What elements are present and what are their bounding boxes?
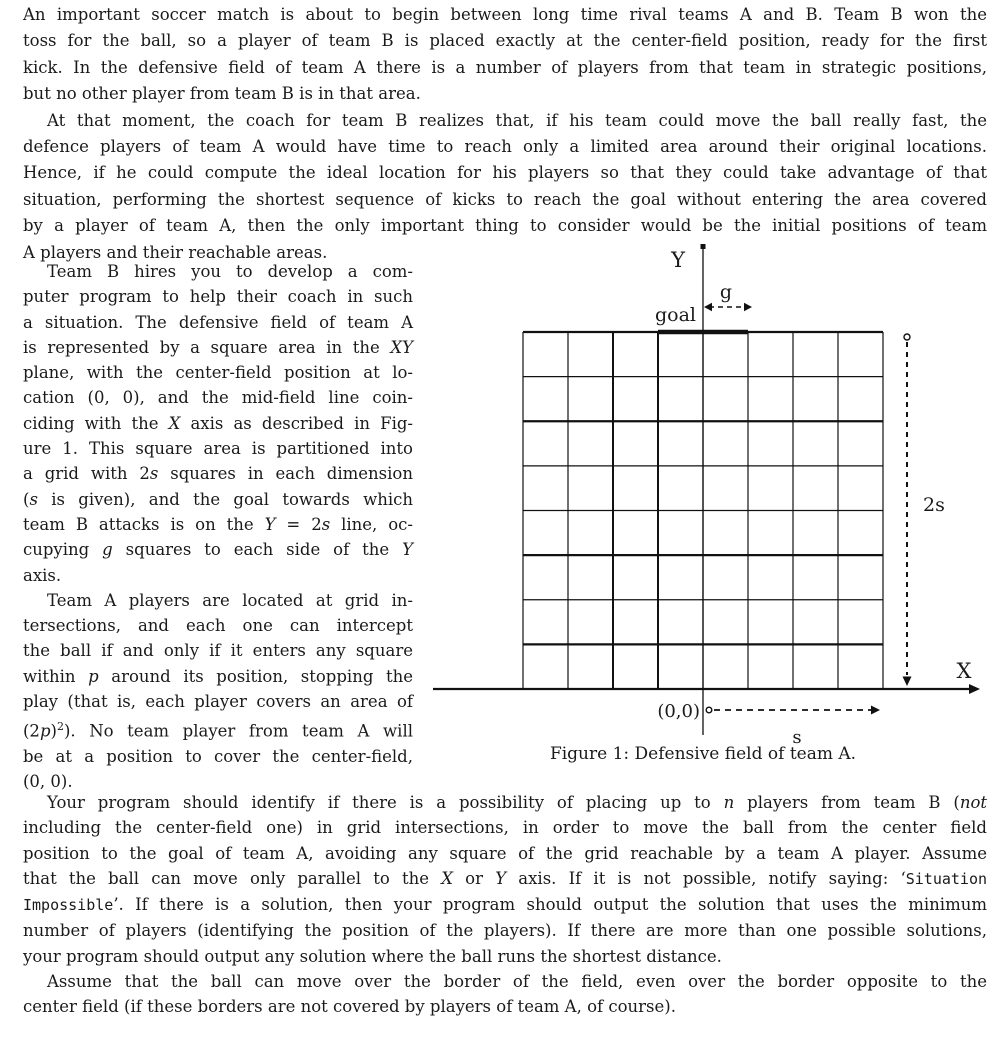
goal-label: goal bbox=[654, 304, 696, 326]
figure-caption: Figure 1: Defensive field of team A. bbox=[549, 744, 857, 764]
left-column-paragraphs bbox=[23, 259, 413, 795]
s-dimension-arrow bbox=[706, 706, 880, 715]
text-line: the ball if and only if it enters any square bbox=[23, 641, 413, 661]
text-line: kick. In the defensive field of team A there is a number of players from that team in strategic positions, bbox=[23, 57, 987, 77]
text-line: center field (if these borders are not covered by players of team A, of course). bbox=[23, 997, 676, 1017]
s-label: s bbox=[792, 727, 802, 748]
figure-1 bbox=[395, 238, 995, 778]
text-line: An important soccer match is about to begin between long time rival teams A and B. Team B won the bbox=[23, 5, 987, 24]
text-line: ciding with the X axis as described in Fig- bbox=[23, 413, 413, 433]
text-line: (0, 0). bbox=[23, 772, 73, 792]
text-line: At that moment, the coach for team B realizes that, if his team could move the ball really fast, the bbox=[47, 110, 987, 130]
text-line: plane, with the center-field position at lo- bbox=[23, 363, 413, 383]
two-s-label: 2s bbox=[923, 494, 945, 516]
x-axis-label: X bbox=[956, 659, 972, 683]
text-line: within p around its position, stopping the bbox=[23, 666, 413, 686]
text-line: $(2p)^2$). No team player from team A will bbox=[23, 720, 413, 741]
text-line: puter program to help their coach in such bbox=[23, 287, 413, 307]
origin-label: (0,0) bbox=[657, 701, 700, 722]
y-axis-label: Y bbox=[671, 248, 685, 272]
text-line: axis. bbox=[23, 565, 62, 585]
text-line: Hence, if he could compute the ideal location for his players so that they could take advantage of that bbox=[23, 163, 987, 183]
text-line: tersections, and each one can intercept bbox=[23, 616, 413, 636]
text-line: Team A players are located at grid in- bbox=[47, 590, 413, 610]
text-line: be at a position to cover the center-field, bbox=[23, 747, 413, 767]
text-line: Impossible’. If there is a solution, then your program should output the solution that uses the minimum bbox=[23, 895, 987, 915]
text-line: but no other player from team B is in that area. bbox=[23, 84, 421, 104]
text-line: that the ball can move only parallel to the X or Y axis. If it is not possible, notify saying: ‘Situation bbox=[23, 868, 988, 888]
text-line: toss for the ball, so a player of team B is placed exactly at the center-field position, ready for the first bbox=[23, 31, 987, 51]
text-line: (s is given), and the goal towards which bbox=[23, 489, 413, 509]
intro-paragraphs bbox=[23, 2, 987, 266]
text-line: a situation. The defensive field of team A bbox=[23, 312, 413, 332]
text-line: cation (0, 0), and the mid-field line coin- bbox=[23, 388, 413, 408]
text-line: by a player of team A, then the only important thing to consider would be the initial positions of team bbox=[23, 216, 987, 236]
text-line: situation, performing the shortest sequence of kicks to reach the goal without entering the area covered bbox=[23, 189, 987, 209]
g-dimension-arrow bbox=[704, 303, 752, 311]
figure-1-diagram bbox=[395, 238, 995, 778]
text-line: Team B hires you to develop a com- bbox=[47, 262, 413, 281]
text-line: number of players (identifying the position of the players). If there are more than one possible solutions, bbox=[23, 921, 987, 941]
bottom-paragraphs bbox=[23, 790, 987, 1020]
text-line: is represented by a square area in the XY bbox=[23, 337, 413, 357]
text-line: your program should output any solution where the ball runs the shortest distance. bbox=[23, 946, 722, 966]
text-line: cupying g squares to each side of the Y bbox=[23, 540, 414, 560]
text-line: A players and their reachable areas. bbox=[23, 242, 328, 262]
y-axis-arrow-tip bbox=[701, 244, 706, 249]
text-line: Assume that the ball can move over the border of the field, even over the border opposite to the bbox=[47, 972, 987, 992]
text-line: a grid with 2s squares in each dimension bbox=[23, 464, 413, 484]
y-axis bbox=[701, 244, 706, 735]
g-label: g bbox=[719, 281, 733, 303]
text-line: play (that is, each player covers an area of bbox=[23, 692, 413, 712]
text-line: ure 1. This square area is partitioned into bbox=[23, 439, 413, 459]
text-line: position to the goal of team A, avoiding any square of the grid reachable by a team A player. Assume bbox=[23, 843, 987, 863]
text-line: Your program should identify if there is a possibility of placing up to n players from team B (not bbox=[47, 793, 988, 812]
two-s-dimension-line bbox=[903, 334, 912, 686]
text-line: team B attacks is on the Y = 2s line, oc- bbox=[23, 514, 413, 534]
text-line: defence players of team A would have time to reach only a limited area around their original locations. bbox=[23, 137, 987, 157]
text-line: including the center-field one) in grid intersections, in order to move the ball from the center field bbox=[23, 818, 987, 838]
x-axis bbox=[433, 684, 980, 694]
x-axis-arrow-tip bbox=[969, 684, 980, 694]
